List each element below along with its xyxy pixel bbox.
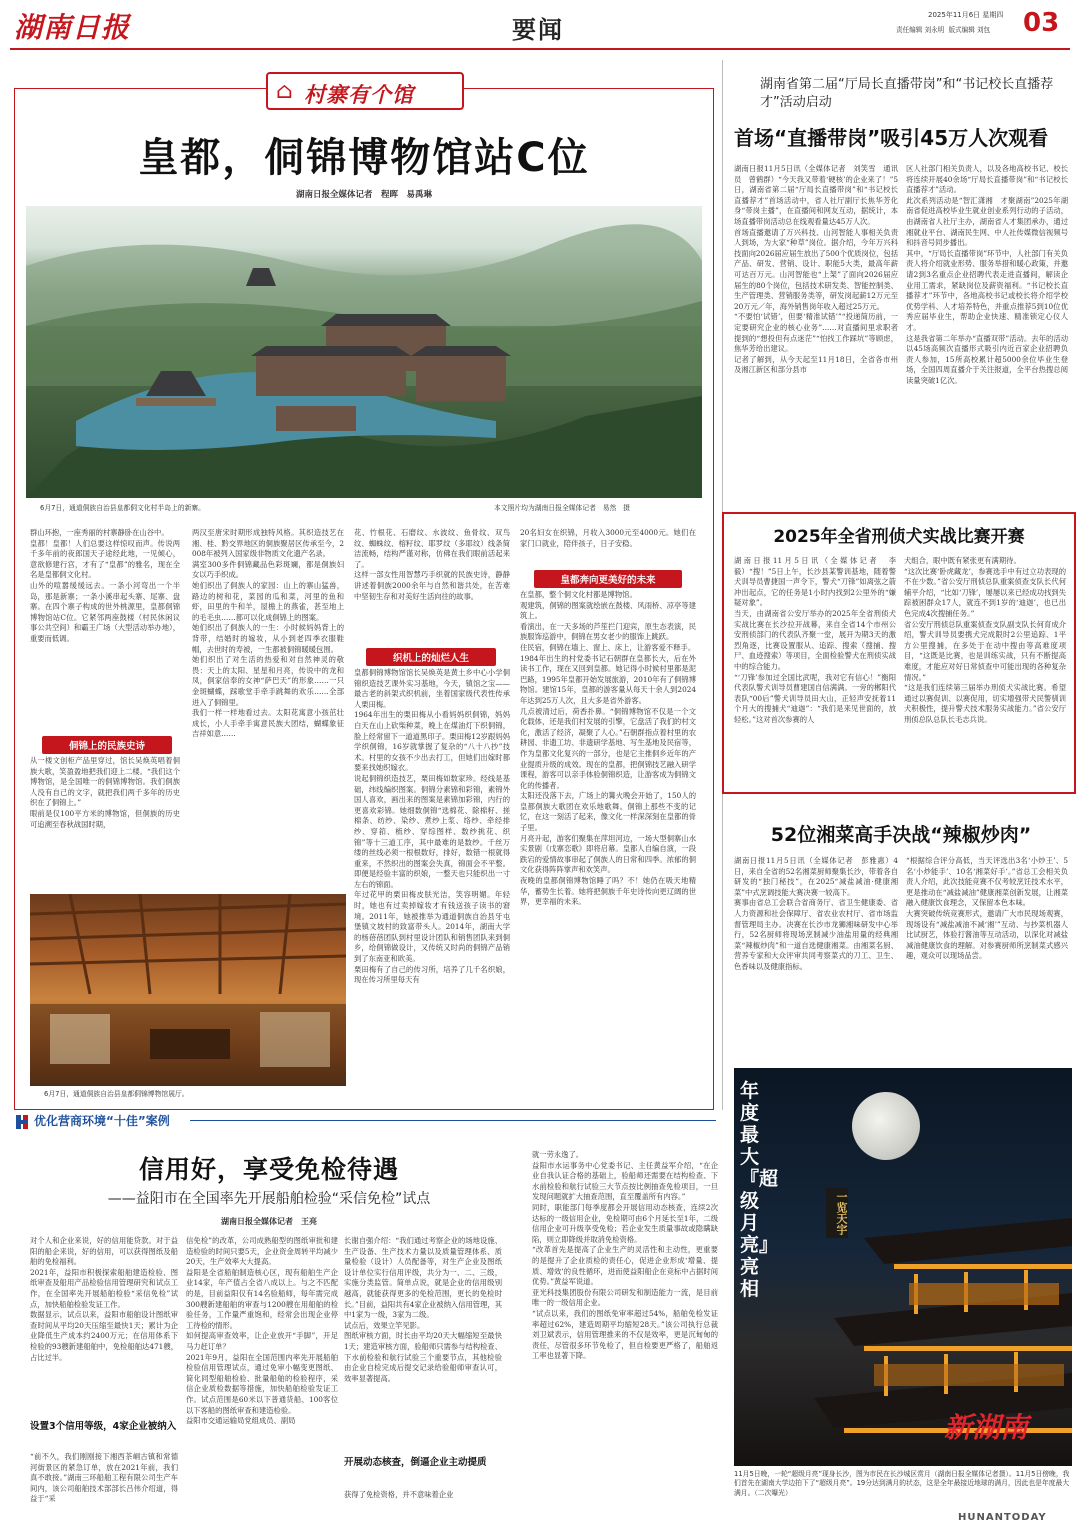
story-police-dogs [722,512,1076,794]
subhead-1: 侗锦上的民族史诗 [42,736,172,754]
story1-column-2: 区人社部门相关负责人，以及各地高校书记、校长将连续开展40余场“厅局长直播带岗”和“书记校长直播荐才”活动。 此次系列活动是“智汇潇湘 才聚湖南”2025年湖南省促进高校毕业生就业创业系列行动的子活动，由湖南省人社厅主办，湖南省人才集团承办，通过湘就业平台、湖南民生网、中人社传媒微信视频号和抖音号同步播出。 其中，“厅局长直播带岗”环节中，人社部门有关负责人将介绍就业形势、服务举措和暖心政策，并邀请2到3名重点企业招聘代表走进直播间，解读企业用工需求，紧缺岗位及薪资福利。“书记校长直播荐才”环节中，各地高校书记或校长将介绍学校优势学科、人才培养特色，并重点推荐5到10位优秀应届毕业生，帮助企业快速、精准锁定心仪人才。 这是我省第二年举办“直播双带”活动。去年的活动以45场高频次直播形式吸引内近百家企业招聘负责人参加，15所高校累计超5000余位毕业生登场，全国四周直播介于关注报道，全平台热搜总阅读量突破1亿次。 [906,164,1068,385]
lead-column-1a: 群山环抱，一座秀丽的村寨静卧在山谷中。 皇都！皇都！人们总要这样惊叹而声。传说两千多年前的夜郎国天子途经此地，一见倾心，意欲修建行宫，才有了“皇都”的雅名，现在全名是皇都侗文化村。 山外的喧嚣缓缓远去。一条小河弯出一个半岛，那是新寨；一条小溪串起头寨、尾寨、盘寨。在四个寨子构成的世外桃源里，皇都侗锦博物馆站C位。它紧邻两座鼓楼（村民休闲议事公共空间）和霸王广场（大型活动举办地），重要而低调。 [30,528,180,643]
lead-column-2a: 两汉至唐宋时期形成独特风格。其织造技艺在湘、桂、黔交界地区的侗族聚居区传承至今，2008年被列入国家级非物质文化遗产名录。 满室300多件侗锦藏品色彩斑斓，都是侗族妇女以巧手织成。 她们织出了侗族人的家园：山上的寨山猛兽，路边的树和花，菜园的瓜和菜，河里的鱼和虾，田里的牛和羊，屋檐上的燕雀，甚至地上的毛毛虫……都可以化成侗锦上的图案。 她们织出了侗族人的一生：小时候妈妈背上的背带，结婚时的嫁妆，从小到老四季衣服鞋帽，去世时的寿被，一生都被侗锦暖暖包围。 她们织出了对生活的热爱和对自然神灵的敬畏：天上的太阳、星星和月亮，传说中的龙和凤，侗家信奉的女神“萨巴天”的形象……一只金斑蝴蝶，踩歌堂手牵手跳舞的欢乐……全部进入了侗锦里。 我们一样一样地看过去。太阳花寓意小孩茁壮成长，小人手牵手寓意民族大团结，蝴蝶象征吉祥如意…… [192,528,344,739]
bottom-column-1b: “前不久，我们刚刚接下湘西茶峒古镇和常德河街景区的紧急订单，放在2021年前，我们真不敢接。”湖南三环船舶工程有限公司生产车间内，该公司船舶技术部部长吕伟介绍道，得益于“采 [30,1452,178,1504]
xinhunan-logo-sub: HUNANTODAY [958,1512,1047,1523]
bottom-column-3: 长谢自强介绍：“我们通过考察企业的场地设施、生产设备、生产技术力量以及质量管理体系、质量检验（设计）人员配备等，对生产企业及图纸设计单位实行信用评级，共分为一、二、三级，实施分类监管。简单点说，就是企业的信用级别越高，就能获得更多的免检范围，更长的免检时长。”目前，益阳共有4家企业被纳入信用管理，其中1家为一级，3家为二级。 试点后，效果立竿见影。 图纸审核方面，时长由平均20天大幅缩短至最快1天；建造审核方面，验船师只需参与结构检查、下水前检验和航行试验三个重要节点，其他检验由企业自检完成后提交记录给验船师审查认可，效率显著提高。 [344,1236,502,1383]
house-icon: ⌂ [276,79,293,104]
story2-column-2: 犬组合，眼中既有紧张更有满期待。 “这次比赛‘卧虎藏龙’，参赛选手中有过立功表现的不在少数。”省公安厅刑侦总队重案侦查支队长代何辅平介绍，“比如‘刀锋’，屡屡以来已经成功找到失踪被困群众17人，就连不到1岁的‘迪迦’，也已出色完成4次搜捕任务。” 省公安厅刑侦总队重案侦查支队副支队长何育成介绍，警犬训导员要携犬完成限时2公里追踪、1平方公里搜捕，在多处于在动中搜由等高难度项目，“这既是比赛，也是训练实战，只有不断提高难度，才能应对好日常侦查中可能出现的各种复杂情况。” “这是我们连续第三届举办刑侦犬实战比赛。希望通过以赛促训、以赛促用，切实增强带犬民警驯训犬积极性，提升警犬技术服务实战能力。”省公安厅刑侦总队总队长毛志兵说。 [904,556,1066,724]
business-icon [16,1114,30,1128]
lead-headline: 皇都，侗锦博物馆站C位 [138,135,590,181]
story1-column-1: 湖南日报11月5日讯（全媒体记者 刘笑雪 通讯员 曾鹤群）“今天我又带着‘硬核’的企业来了！”5日，湖南省第二届“厅局长直播带岗”和“书记校长直播荐才”首场活动中，省人社厅副厅长焦华芳化身“带岗主播”，在直播间和网友互动，据统计，本场直播带岗活动总在线观看量达45万人次。 首场直播邀请了万兴科技、山河智能人事相关负责人到场，为大家“种草”岗位。据介绍，今年万兴科技面向2026届应届生放出了500个优质岗位，包括产品、研发、营销、设计、职能5大类，最高年薪可达百万元。山河智能也“上架”了面向2026届应届生的80个岗位，包括技术研发类、智能控制类、生产管理类、营销服务类等，研发岗起薪12万元至20万元／年，海外销售岗年收入超过25万元。 “不要怕‘试错’，但要‘精准试错’”“投递简历前，一定要研究企业的核心业务”……对直播间里求职者提到的“想投但有点迷茫”“怕找工作踩坑”等顾虑，焦华芳给出建议。 记者了解到，从今天起至11月18日，全省各市州及湘江新区和部分县市 [734,164,898,375]
lead-column-4a: 20名妇女在织锦，月收入3000元至4000元。她们在家门口就业，陪伴孩子，日子安稳。 [520,528,696,548]
lead-column-3b: 皇都侗锦博物馆馆长吴焕英是黄土乡中心小学侗锦织造技艺课外实习基地，今天，镇馆之宝——最古老的斜架式织机前，坐着国家级代表性传承人栗田梅。 1964年出生的栗田梅从小看妈妈织侗锦，妈妈白天在山上砍柴种菜，晚上在煤油灯下织侗锦，脸上经常留下一道道黑印子。栗田梅12岁跟妈妈学织侗锦，16岁就掌握了复杂的“八十八抄”技术。村里的女孩不少出去打工，但她们出嫁时都要来找她织嫁衣。 说起侗锦织造技艺，栗田梅如数家珍。经线是基础，纬线编织图案。侗锦分素锦和彩锦，素锦外国人喜欢，画出来的图案是素锦加彩锦，内行的更喜欢彩锦。她细数侗锦“选棉花、除棉籽、搓棉条、纺纱、染纱、煮纱上浆、络纱、牵经排纱、穿筘、梳纱、穿综图样、数纱挑花、织锦”等十三道工序，其中最难的是数纱。千丝万缕的丝线必须一根根数好，排好，数错一根就得重来，不然织出的图案会失真，锦面会不平整。即便是经验丰富的织娘，一整天也只能织出一寸左右的锦面。 年过花甲的栗田梅皮肤光洁，笑容明媚。年轻时，她也有过卖掉嫁妆才有钱送孩子读书的窘境。2011年，她被推举为通道侗族自治县牙屯堡镇文坡村的致富带头人。2014年，湖南大学的杨蓓蓓团队到村里设计团队和销售团队来到侗乡，给侗锦做设计，又传统又时尚的侗锦产品销到了东南亚和欧美。 栗田梅有了自己的传习所，培养了几千名织娘，现在传习所里每天有 [354,668,510,985]
photo1-credit: 本文照片均为湖南日报全媒体记者 易然 摄 [494,504,630,512]
subhead-2: 织机上的灿烂人生 [366,648,496,666]
masthead [0,0,1080,52]
bottom-subheadline: ——益阳市在全国率先开展船舶检验“采信免检”试点 [107,1191,431,1207]
photo2-caption: 6月7日，通道侗族自治县皇都侗锦博物馆展厅。 [44,1090,189,1098]
museum-photo [30,894,346,1086]
bottom-column-3b: 获得了免检资格，并不意味着企业 [344,1490,454,1499]
page-number: 03 [1023,8,1060,38]
village-illustration [26,206,702,498]
xinhunan-logo: 新湖南 [944,1411,1029,1444]
story3-headline: 52位湘菜高手决战“辣椒炒肉” [770,824,1032,846]
bottom-headline: 信用好，享受免检待遇 [138,1155,399,1184]
series-tag: 优化营商环境“十佳”案例 [34,1114,170,1128]
bottom-subhead-1: 设置3个信用等级，4家企业被纳入 [30,1421,177,1432]
story-livestream [730,60,1072,500]
lead-story [14,58,714,1118]
bottom-column-1: 对个人和企业来说，好的信用能贷款。对于益阳的船企来说，好的信用，可以获得图纸及船舶的免检福利。 2021年，益阳市积极探索船舶建造检验、图纸审查及船用产品检验信用管理研究和试点工作，在全国率先开展船舶检验“采信免检”试点，加快船舶检验发证工作。 数据显示，试点以来，益阳市船舶设计图纸审查时间从平均20天压缩至最快1天；累计为企业降低生产成本约2400万元；在信用体系下检验的93艘新建船舶中，免检船舶达471艘，占比过半。 [30,1236,178,1362]
column-banner [266,72,464,110]
photo1-caption: 6月7日，通道侗族自治县皇都侗文化村半岛上的新寨。 [40,504,205,512]
promo-headline: 年度最大『超级月亮』亮相 [740,1080,779,1300]
banner-label: 村寨有个馆 [304,82,414,107]
story3-column-1: 湖南日报11月5日讯（全媒体记者 彭雅惠）4日，来自全省的52名湘菜厨师聚集长沙，带着各自研发的“独门秘技”，在2025“减盐减油·健康湘菜”中式烹调技能大赛决赛一较高下。 赛事由省总工会联合省商务厅、省卫生健康委、省人力资源和社会保障厅、省农业农村厅、省市场监督管理局主办。决赛在长沙市龙狮湘味研发中心举行，52名厨师将现场烹制减少油盐用量的经典湘菜“辣椒炒肉”和一道自选健康湘菜。由湘菜名厨、营养专家和大众评审共同考察菜式的刀工、卫生、色香味以及健康指标。 [734,856,898,971]
lead-column-3a: 花、竹根花、石磨纹、水波纹、鱼骨纹、双鸟纹、蜘蛛纹、榕籽纹、耶罗纹（多耶纹）线条简洁流畅，结构严谨对称，仿佛在我们眼前活起来了。 这样一部女性用智慧巧手织就的民族史诗，静静讲述着侗族2000余年与自然和谐共处，在苦难中坚韧生存和对美好生活向往的故事。 [354,528,510,601]
subhead-3: 皇都奔向更美好的未来 [534,570,682,588]
bottom-column-2: 信免检”的改革，公司成熟船型的图纸审批和建造检验的时间只要5天，企业资金周转平均减少20天，生产效率大大提高。 益阳是全省船舶制造核心区，现有船舶生产企业14家，年产值占全省八成以上。与之不匹配的是，目前益阳仅有14名验船师，每年需完成300艘新建船舶的审查与1200艘在用船舶的检验任务，工作量严重饱和，经常会出现企业停工待检的情形。 如何提高审查效率，让企业放开“手脚”，开足马力赶订单？ 2021年9月，益阳在全国范围内率先开展船舶检验信用管理试点，通过免审小幅变更图纸、简化同型船舶检验、批量船舶的检验程序，采信企业质检数据等措施，加快船舶检验发证工作。试点范围是60米以下普通货船、100客位以下客船的图纸审查和建造检验。 益阳市交通运输局党组成员、副局 [186,1236,338,1426]
lead-column-4b: 在皇都，整个侗文化村都是博物馆。 观建筑，侗锦的图案就绘嵌在鼓楼、风雨桥、凉亭等建筑上。 看演出，在一天多场的芦笙拦门迎宾，原生态表演，民族服饰巡游中，侗锦在男女老少的服饰上跳跃。 住民宿，侗锦在墙上、窗上、床上，让游客爱不释手。 1984年出生的村党委书记石朝群在皇都长大，后在外读书工作，现在又回到皇都。她记得小时候村里都是泥巴路，1995年皇都开始发展旅游，2010年有了侗锦博物馆。建馆15年，皇都的游客量从每天十余人到2024年达到25万人次，且大多是省外游客。 几点被清过后，荷香扑鼻。“侗锦博物馆不仅是一个文化载体，还是我们村发展的引擎，它盘活了我们的村文化，激活了经济，凝聚了人心。”石朝群指点着村里的农耕园、非遗工坊、非遗研学基地、写生基地及民宿等，作为皇都文化复兴的一部分，也是它主推侗乡近年的产业提质升级的成效。现在的皇都，把侗锦技艺融入研学课程，游客可以亲手体验侗锦织造，让游客成为侗锦文化的传播者。 太阳还没落下去，广场上的篝火晚会开始了，150人的皇都侗族大歌团在欢乐地歌舞。侗锦上那些不变的记忆，在这一刻活了起来，像文化一样深深刻在皇都的骨子里。 月亮升起，游客们聚集在萍坦河边，一场大型侗寨山水实景剧《戊寨恋歌》即将启幕。皇都人自编自演，一段跌宕的爱情故事串起了侗族人的日常和四季。浓郁的侗文化获得阵阵掌声和欢笑声。 夜晚的皇都侗锦博物馆睡了吗？不！她仍在吸天地精华，蓄势生长着。她将把侗族千年史诗传向更辽阔的世界，更幸福的未来。 [520,590,696,907]
supermoon-caption: 11月5日晚，一轮“超级月亮”现身长沙，图为市民在长沙城区赏月（湖南日报全媒体记者摄）。11月5日傍晚，我们首先在湖南大学边拍下了“超级月亮”。19分达到满月的状态，这是全年最接近地球的满月，因此也是年度最大满月。（二次曝光） [734,1470,1070,1497]
lead-column-1b: 从一楼文创柜产品里穿过，馆长吴焕英唱着侗族大歌，笑盈盈地把我们迎上二楼。“我们这个博物馆，是全国唯一的侗锦博物馆。我们侗族人没有自己的文字，就把我们两千多年的历史织在了侗锦上。” 眼前是仅100平方米的博物馆，但侗族的历史可追溯至春秋战国时期， [30,756,180,829]
story1-headline: 首场“直播带岗”吸引45万人次观看 [734,126,1049,150]
editor-credit: 责任编辑 刘永明 版式编辑 刘包 [896,26,991,34]
newspaper-logo: 湖南日报 [14,11,131,44]
bottom-column-4: 就一劳永逸了。 益阳市水运事务中心党委书记、主任黄益军介绍，“在企业自我认证合格的基础上，验船师还需要在结构检查、下水前检验和航行试验三大节点按比例抽查免检项目，一旦发现问题就扩大抽查范围，直至覆盖所有内容。” 同时，职能部门每季度都会开展信用动态核查，连续2次达标的一级信用企业，免检期可由6个月延长至1年，二级信用企业可升级享受免检；若企业发生质量事故或隐瞒缺陷，则立即降级并取消免检资格。 “改革首先是提高了企业生产的灵活性和主动性，更重要的是提升了企业质检的责任心，促进企业形成‘增量、提质、增效’的良性循环，进而使益阳船企在竞标中占据时间优势。”黄益军说道。 亚光科技集团股份有限公司研发和制造能力一流，是目前唯一的一级信用企业。 “试点以来，我们的图纸免审率超过54%，船舶免检发证率超过62%，建造周期平均缩短28天。”该公司执行总裁刘卫斌表示，信用管理推来的不仅是效率，更是沉甸甸的责任，尽管很多环节免检了，但自检要更严格了，船舶返工率也显著下降。 [532,1150,718,1361]
lead-byline: 湖南日报全媒体记者 程晖 易禹琳 [295,190,432,200]
issue-date: 2025年11月6日 星期四 [928,11,1004,19]
plaque: 一览天宇 [826,1188,848,1238]
story1-kicker: 湖南省第二届“厅局长直播带岗”和“书记校长直播荐才”活动启动 [760,77,1054,110]
supermoon-photo [734,1068,1072,1466]
story3-column-2: “根据综合评分高低，当天评选出3名‘小炒王’、5名‘小炒能手’、10名‘湘菜好手’。”省总工会相关负责人介绍，此次技能竞赛不仅考较烹饪技术水平，更是推动在“减盐减油”健康湘菜创新发展，让湘菜融入健康饮食理念，又保留本色本味。 大赛突破传统竞赛形式，邀请广大市民现场观赛，现场设有“减盐减油不减‘湘’”互动、与抄菜机器人比试厨艺，体验打酱油等互动活动，以深化对减盐减油健康饮食的理解。对参赛厨师所烹制菜式感兴趣，观众可以现场品尝。 [906,856,1068,961]
series-tag-rule [190,1120,716,1121]
bottom-byline: 湖南日报全媒体记者 王亮 [221,1217,317,1226]
masthead-rule [10,48,1070,50]
bottom-subhead-2: 开展动态核查，倒逼企业主动提质 [344,1457,487,1468]
museum-illustration [30,894,346,1086]
village-photo [26,206,702,498]
section-title: 要闻 [512,15,564,44]
bottom-story [14,1110,722,1522]
story-hunan-cuisine [730,800,1072,1062]
story2-headline: 2025年全省刑侦犬实战比赛开赛 [773,527,1025,547]
story2-column-1: 湖南日报11月5日讯（全媒体记者 李毅）“搜！”5日上午，长沙县某警训基地，随着警犬训导员曹捷国一声令下，警犬“刀锋”如离弦之箭冲出起点，它的任务是1小时内找到2公里外的“嫌疑对象”。 当天，由湖南省公安厅举办的2025年全省刑侦犬实战比赛在长沙拉开战幕，来自全省14个市州公安刑侦部门的代表队齐聚一堂，展开为期3天的激烈角逐，比赛设置服从、追踪、搜索（搜捕、搜尸、血迹搜索）等项目，全面检验警犬在刑侦实战中的综合能力。 “‘刀锋’参加过全国比武呢，我对它有信心！”衡阳代表队警犬训导员曹建国自信满满。一旁的郴阳代表队“00后”警犬训导员田大山，正轻声安抚着11个月大的搜捕犬“迪迦”：“我们是来见世面的，放轻松。”这对首次参赛的人 [734,556,896,724]
